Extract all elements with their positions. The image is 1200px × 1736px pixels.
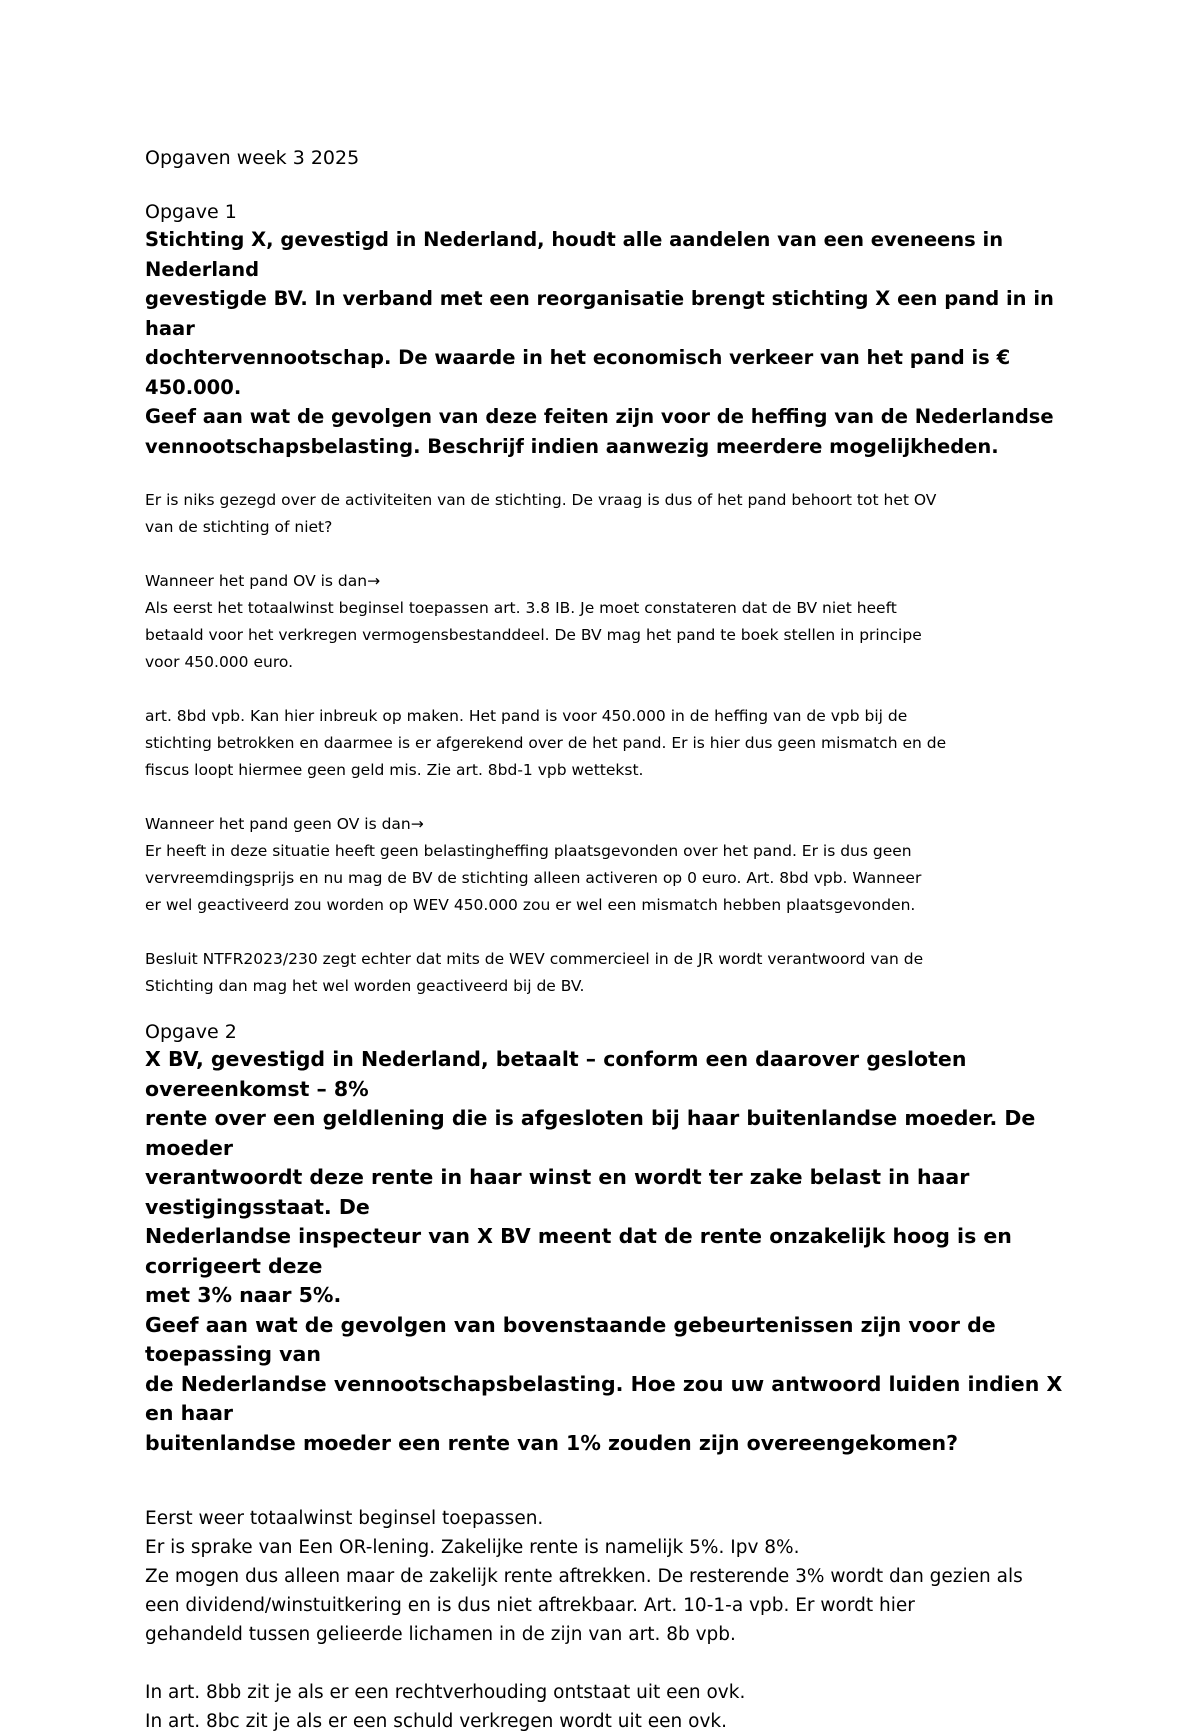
answer-line: voor 450.000 euro. [145, 653, 293, 671]
opgave-1-geen-ov-section [145, 811, 1075, 919]
answer-line: Eerst weer totaalwinst beginsel toepassen. [145, 1508, 544, 1529]
document-page [145, 145, 1075, 1736]
question-line: rente over een geldlening die is afgesloten bij haar buitenlandse moeder. De moeder [145, 1106, 1036, 1160]
opgave-2-heading: Opgave 2 [145, 1021, 237, 1043]
question-line: Stichting X, gevestigd in Nederland, houdt alle aandelen van een eveneens in Nederland [145, 228, 1004, 281]
answer-line: Ze mogen dus alleen maar de zakelijk rente aftrekken. De resterende 3% wordt dan gezien als [145, 1566, 1023, 1587]
question-line: buitenlandse moeder een rente van 1% zouden zijn overeengekomen? [145, 1430, 958, 1455]
opgave-1-ov-section [145, 568, 1075, 676]
question-line: vennootschapsbelasting. Beschrijf indien aanwezig meerdere mogelijkheden. [145, 434, 999, 458]
answer-line: vervreemdingsprijs en nu mag de BV de stichting alleen activeren op 0 euro. Art. 8bd vpb. Wanneer [145, 869, 922, 887]
opgave-1-question [145, 225, 1075, 461]
answer-line: Besluit NTFR2023/230 zegt echter dat mits de WEV commercieel in de JR wordt verantwoord van de [145, 950, 924, 968]
opgave-2-art-notes [145, 1678, 1075, 1736]
opgave-1-art8bd [145, 703, 1075, 784]
answer-line: een dividend/winstuitkering en is dus niet aftrekbaar. Art. 10-1-a vpb. Er wordt hier [145, 1595, 915, 1616]
opgave-1-heading: Opgave 1 [145, 201, 237, 223]
answer-line: In art. 8bb zit je als er een rechtverhouding ontstaat uit een ovk. [145, 1682, 746, 1703]
answer-line: Er is niks gezegd over de activiteiten van de stichting. De vraag is dus of het pand behoort tot het OV [145, 491, 937, 509]
geen-ov-heading: Wanneer het pand geen OV is dan→ [145, 815, 424, 833]
question-line: met 3% naar 5%. [145, 1283, 342, 1307]
question-line: Nederlandse inspecteur van X BV meent dat de rente onzakelijk hoog is en corrigeert deze [145, 1224, 1012, 1278]
answer-line: er wel geactiveerd zou worden op WEV 450.000 zou er wel een mismatch hebben plaatsgevonden. [145, 896, 916, 914]
question-line: Geef aan wat de gevolgen van deze feiten zijn voor de heffing van de Nederlandse [145, 405, 1054, 428]
opgave-2-question [145, 1045, 1075, 1458]
question-line: Geef aan wat de gevolgen van bovenstaande gebeurtenissen zijn voor de toepassing van [145, 1312, 996, 1366]
document-title: Opgaven week 3 2025 [145, 147, 360, 169]
answer-line: art. 8bd vpb. Kan hier inbreuk op maken. Het pand is voor 450.000 in de heffing van de vpb bij de [145, 707, 908, 725]
answer-line: Er heeft in deze situatie heeft geen belastingheffing plaatsgevonden over het pand. Er is dus geen [145, 842, 912, 860]
ov-heading: Wanneer het pand OV is dan→ [145, 572, 381, 590]
opgave-1-besluit [145, 946, 1075, 1000]
answer-line: gehandeld tussen gelieerde lichamen in de zijn van art. 8b vpb. [145, 1624, 736, 1645]
answer-line: stichting betrokken en daarmee is er afgerekend over de het pand. Er is hier dus geen mismatch en de [145, 734, 947, 752]
answer-line: Er is sprake van Een OR-lening. Zakelijke rente is namelijk 5%. Ipv 8%. [145, 1537, 800, 1558]
opgave-1-intro [145, 487, 1075, 541]
answer-line: fiscus loopt hiermee geen geld mis. Zie art. 8bd-1 vpb wettekst. [145, 761, 644, 779]
answer-line: In art. 8bc zit je als er een schuld verkregen wordt uit een ovk. [145, 1711, 728, 1732]
question-line: gevestigde BV. In verband met een reorganisatie brengt stichting X een pand in in haar [145, 287, 1054, 340]
answer-line: van de stichting of niet? [145, 518, 333, 536]
answer-line: Als eerst het totaalwinst beginsel toepassen art. 3.8 IB. Je moet constateren dat de BV niet heeft [145, 599, 897, 617]
question-line: de Nederlandse vennootschapsbelasting. Hoe zou uw antwoord luiden indien X en haar [145, 1371, 1063, 1425]
answer-line: betaald voor het verkregen vermogensbestanddeel. De BV mag het pand te boek stellen in principe [145, 626, 922, 644]
opgave-2-answer [145, 1504, 1075, 1649]
question-line: verantwoordt deze rente in haar winst en wordt ter zake belast in haar vestigingsstaat. De [145, 1165, 970, 1219]
answer-line: Stichting dan mag het wel worden geactiveerd bij de BV. [145, 977, 585, 995]
question-line: X BV, gevestigd in Nederland, betaalt – conform een daarover gesloten overeenkomst – 8% [145, 1047, 967, 1101]
question-line: dochtervennootschap. De waarde in het economisch verkeer van het pand is € 450.000. [145, 346, 1011, 399]
